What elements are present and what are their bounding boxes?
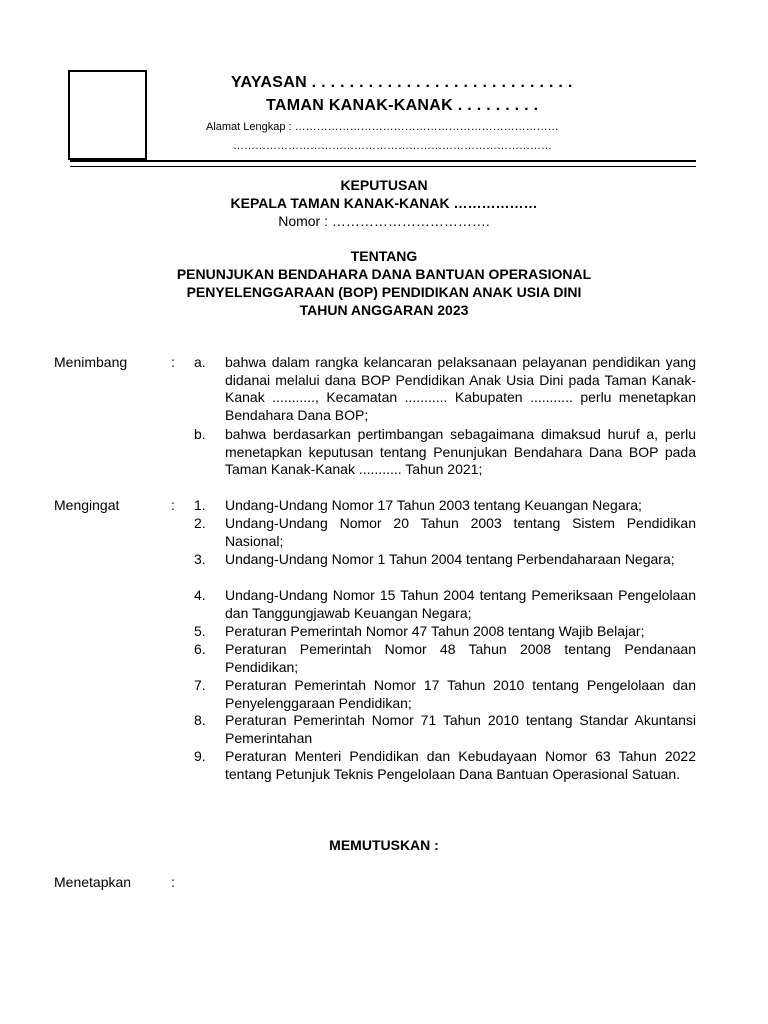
letterhead-divider-thin <box>70 166 696 167</box>
menetapkan-colon: : <box>171 874 175 890</box>
mengingat-item-4: Undang-Undang Nomor 15 Tahun 2004 tentang Pemeriksaan Pengelolaan dan Tanggungjawab Keuangan Negara; <box>225 587 696 621</box>
mengingat-item-7: Peraturan Pemerintah Nomor 17 Tahun 2010 tentang Pengelolaan dan Penyelenggaraan Pendidikan; <box>225 677 696 711</box>
mengingat-marker-4: 4. <box>194 587 206 603</box>
subject-label: TENTANG <box>350 248 418 264</box>
decision-heading: MEMUTUSKAN : <box>329 837 439 853</box>
address-line-1: Alamat Lengkap : ……………………………………………………………… <box>206 121 559 133</box>
decree-issuer: KEPALA TAMAN KANAK-KANAK ……………… <box>230 195 538 211</box>
menimbang-label: Menimbang <box>54 354 128 370</box>
menimbang-item-b: bahwa berdasarkan pertimbangan sebagaimana dimaksud huruf a, perlu menetapkan keputusan tentang Penunjukan Bendahara Dana BOP pada Taman Kanak-Kanak ........... Tahun 2021; <box>225 426 696 478</box>
menimbang-item-a: bahwa dalam rangka kelancaran pelaksanaan pelayanan pendidikan yang didanai melalui dana BOP Pendidikan Anak Usia Dini pada Taman Kanak-Kanak ..........., Kecamatan ........... Kabupaten ........... perlu menetapkan Bendahara Dana BOP; <box>225 354 696 423</box>
mengingat-marker-3: 3. <box>194 551 206 567</box>
mengingat-item-9: Peraturan Menteri Pendidikan dan Kebudayaan Nomor 63 Tahun 2022 tentang Petunjuk Teknis Pengelolaan Dana Bantuan Operasional Satuan. <box>225 748 696 782</box>
subject-line-3: TAHUN ANGGARAN 2023 <box>299 302 469 318</box>
decree-number: Nomor : ……………………………. <box>278 213 490 229</box>
mengingat-item-3: Undang-Undang Nomor 1 Tahun 2004 tentang Perbendaharaan Negara; <box>225 551 675 567</box>
subject-line-1: PENUNJUKAN BENDAHARA DANA BANTUAN OPERASIONAL <box>176 266 592 282</box>
subject-line-2: PENYELENGGARAAN (BOP) PENDIDIKAN ANAK USIA DINI <box>186 284 582 300</box>
menetapkan-label: Menetapkan <box>54 874 132 890</box>
logo-placeholder-box <box>68 70 147 160</box>
mengingat-item-1: Undang-Undang Nomor 17 Tahun 2003 tentang Keuangan Negara; <box>225 497 642 513</box>
mengingat-marker-9: 9. <box>194 748 206 764</box>
kindergarten-name: TAMAN KANAK-KANAK . . . . . . . . . <box>266 97 539 114</box>
mengingat-item-5: Peraturan Pemerintah Nomor 47 Tahun 2008 tentang Wajib Belajar; <box>225 623 645 639</box>
menimbang-marker-a: a. <box>194 354 206 370</box>
mengingat-item-6: Peraturan Pemerintah Nomor 48 Tahun 2008 tentang Pendanaan Pendidikan; <box>225 641 696 675</box>
mengingat-marker-7: 7. <box>194 677 206 693</box>
mengingat-colon: : <box>171 497 175 513</box>
mengingat-item-2: Undang-Undang Nomor 20 Tahun 2003 tentang Sistem Pendidikan Nasional; <box>225 515 696 549</box>
menimbang-marker-b: b. <box>194 426 206 442</box>
mengingat-marker-8: 8. <box>194 712 206 728</box>
decree-title: KEPUTUSAN <box>340 177 428 193</box>
mengingat-label: Mengingat <box>54 497 120 513</box>
mengingat-item-8: Peraturan Pemerintah Nomor 71 Tahun 2010 tentang Standar Akuntansi Pemerintahan <box>225 712 696 746</box>
mengingat-marker-1: 1. <box>194 497 206 513</box>
menimbang-colon: : <box>171 354 175 370</box>
mengingat-marker-6: 6. <box>194 641 206 657</box>
mengingat-marker-5: 5. <box>194 623 206 639</box>
address-line-2: …………………………………………………………………………… <box>233 140 552 152</box>
mengingat-marker-2: 2. <box>194 515 206 531</box>
foundation-name: YAYASAN . . . . . . . . . . . . . . . . . . . . . . . . . . . . <box>231 74 573 91</box>
letterhead-divider-thick <box>70 160 696 162</box>
